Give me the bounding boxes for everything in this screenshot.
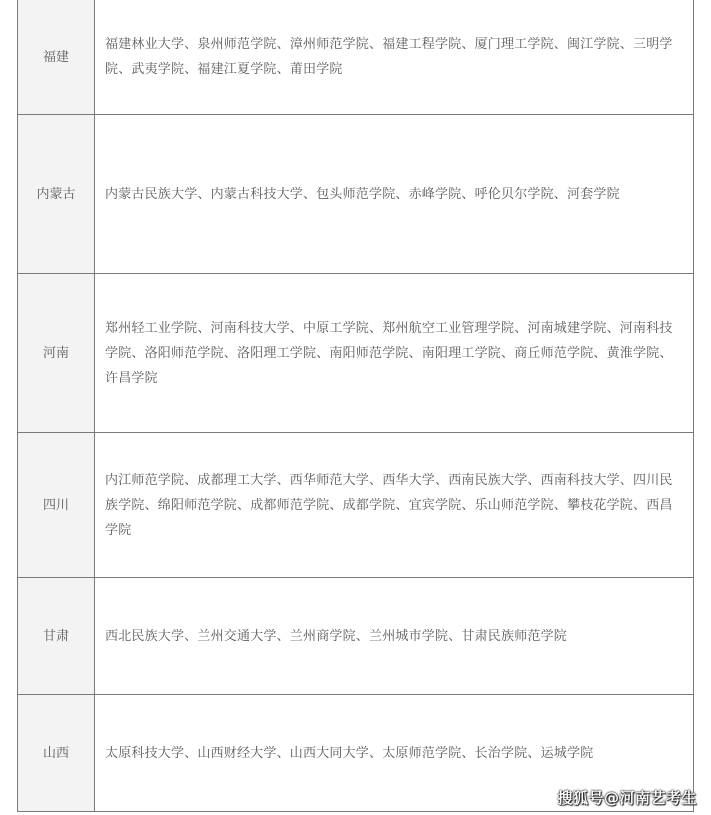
schools-cell: 郑州轻工业学院、河南科技大学、中原工学院、郑州航空工业管理学院、河南城建学院、河南科技学院、洛阳师范学院、洛阳理工学院、南阳师范学院、南阳理工学院、商丘师范学院、黄淮学院、许昌学院 (95, 274, 694, 433)
province-cell: 甘肃 (18, 578, 95, 695)
schools-cell: 西北民族大学、兰州交通大学、兰州商学院、兰州城市学院、甘肃民族师范学院 (95, 578, 694, 695)
province-cell: 山西 (18, 695, 95, 812)
schools-cell: 内江师范学院、成都理工大学、西华师范大学、西华大学、西南民族大学、西南科技大学、四川民族学院、绵阳师范学院、成都师范学院、成都学院、宜宾学院、乐山师范学院、攀枝花学院、西昌学院 (95, 433, 694, 578)
schools-cell: 福建林业大学、泉州师范学院、漳州师范学院、福建工程学院、厦门理工学院、闽江学院、三明学院、武夷学院、福建江夏学院、莆田学院 (95, 0, 694, 115)
table-row (18, 433, 694, 578)
table-row (18, 115, 694, 274)
province-cell: 内蒙古 (18, 115, 95, 274)
source-watermark: 搜狐号@河南艺考生 (557, 789, 697, 807)
schools-cell: 太原科技大学、山西财经大学、山西大同大学、太原师范学院、长治学院、运城学院 (95, 695, 694, 812)
table-row (18, 274, 694, 433)
schools-cell: 内蒙古民族大学、内蒙古科技大学、包头师范学院、赤峰学院、呼伦贝尔学院、河套学院 (95, 115, 694, 274)
province-cell: 福建 (18, 0, 95, 115)
table-row (18, 578, 694, 695)
province-cell: 四川 (18, 433, 95, 578)
table-row (18, 0, 694, 115)
province-cell: 河南 (18, 274, 95, 433)
universities-by-province-table (17, 0, 694, 812)
